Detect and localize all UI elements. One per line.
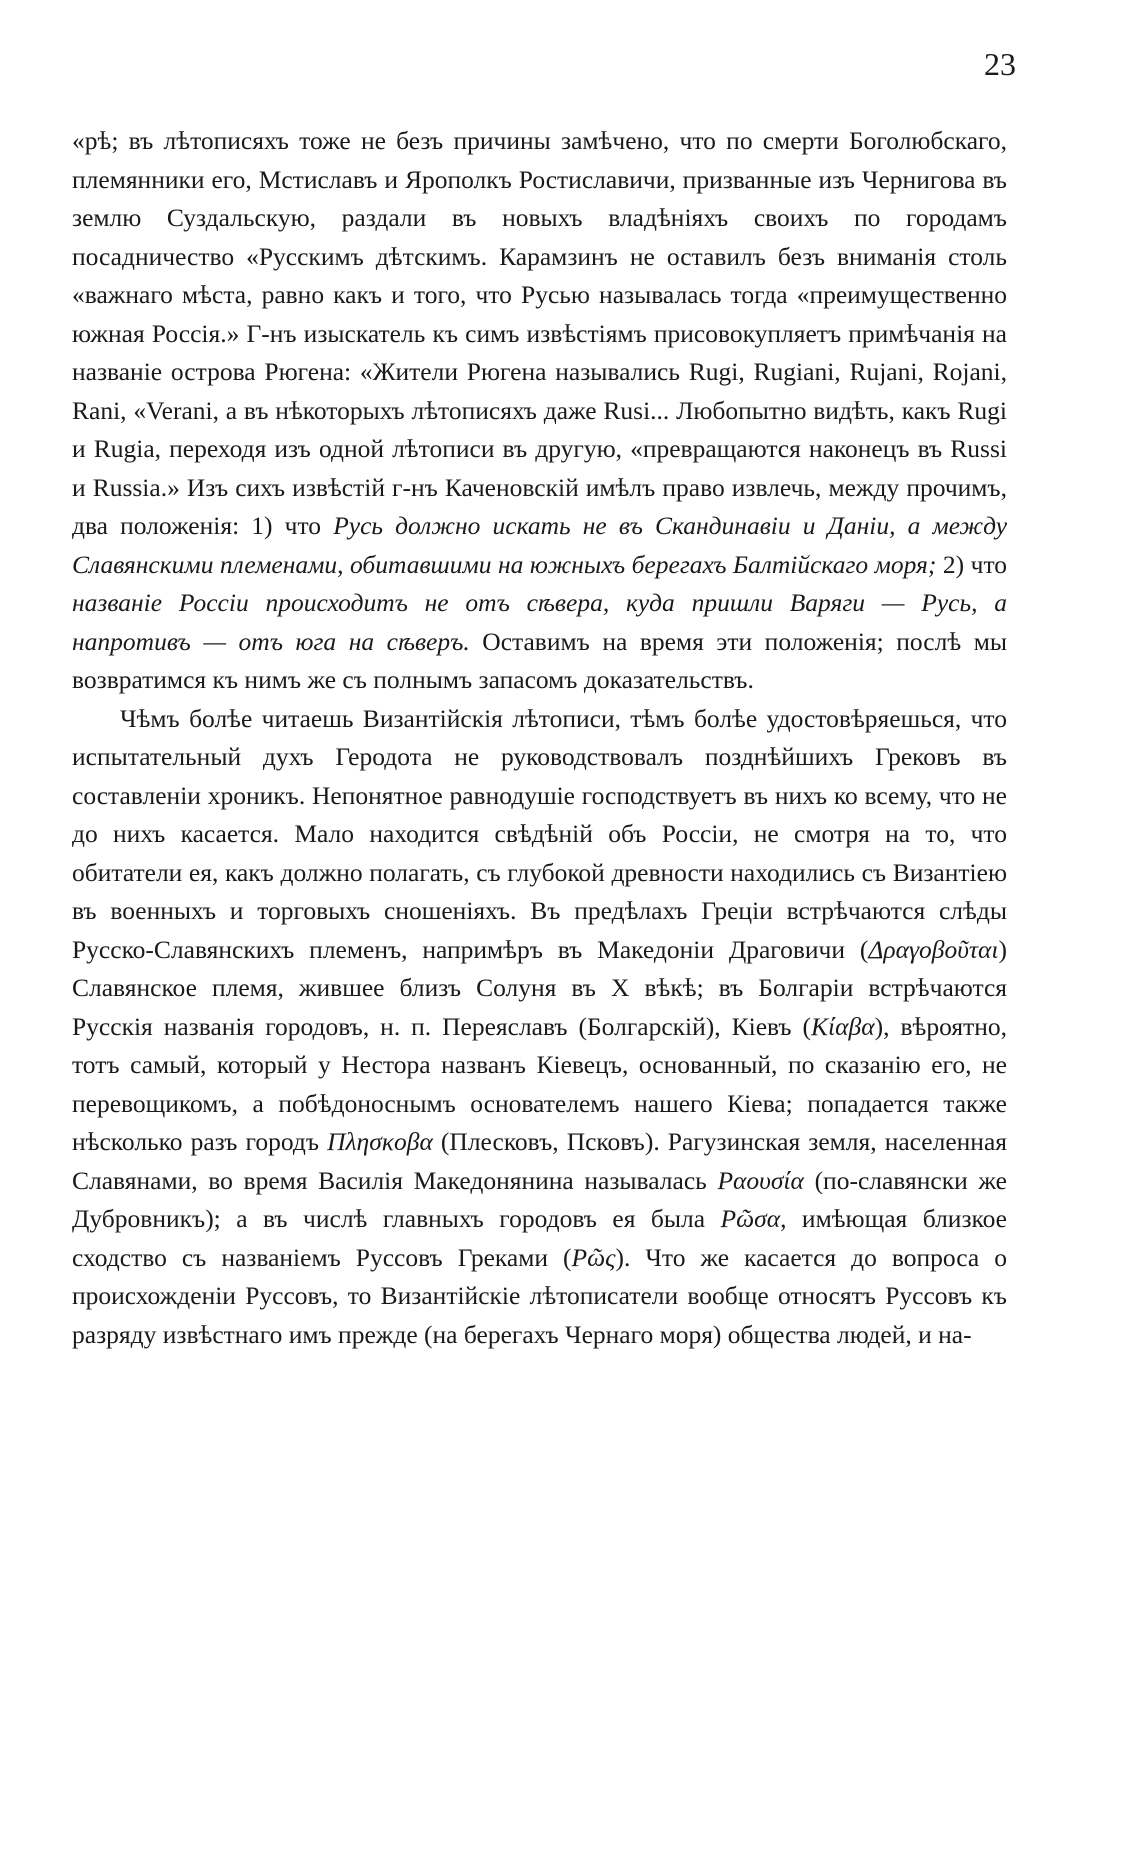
page-number: 23 bbox=[984, 46, 1016, 82]
greek-kiava: Κίαβα bbox=[811, 1011, 875, 1041]
body-text-3: ), вѣроятно, тотъ самый, который у Нестора названъ Кіевецъ, основанный, по сказанію его, не перевощикомъ, а побѣдоноснымъ основателемъ нашего Кіева; попадается также нѣсколько разъ городъ bbox=[72, 1011, 1007, 1156]
quote-text-3: Оставимъ на время эти положенія; послѣ мы возвратимся къ нимъ же съ полнымъ запасомъ доказательствъ. bbox=[72, 626, 1007, 694]
paragraph-byzantine: Чѣмъ болѣе читаешь Византійскія лѣтописи, тѣмъ болѣе удостовѣряешься, что испытательный духъ Геродота не руководствовалъ позднѣйшихъ Грековъ въ составленіи хроникъ. Непонятное равнодушіе господствуетъ въ нихъ ко всему, что не до нихъ касается. Мало находится свѣдѣній объ Россіи, не смотря на то, что обитатели ея, какъ должно полагать, съ глубокой древности находились съ Византіею въ военныхъ и торговыхъ сношеніяхъ. Въ предѣлахъ Греціи встрѣчаются слѣды Русско-Славянскихъ племенъ, напримѣръ въ Македоніи Драговичи (Δραγοβοῦται) Славянское племя, жившее близъ Солуня въ X вѣкѣ; въ Болгаріи встрѣчаются Русскія названія городовъ, н. п. Переяславъ (Болгарскій), Кіевъ (Κίαβα), вѣроятно, тотъ самый, который у Нестора названъ Кіевецъ, основанный, по сказанію его, не перевощикомъ, а побѣдоноснымъ основателемъ нашего Кіева; попадается также нѣсколько разъ городъ Πλησκοβα (Плесковъ, Псковъ). Рагузинская земля, населенная Славянами, во время Василія Македонянина называлась Ραουσία (по-славянски же Дубровникъ); а въ числѣ главныхъ городовъ ея была Ρῶσα, имѣющая близкое сходство съ названіемъ Руссовъ Греками (Ρῶς). Что же касается до вопроса о происхожденіи Руссовъ, то Византійскіе лѣтописатели вообще относятъ Руссовъ къ разряду извѣстнаго имъ прежде (на берегахъ Чернаго моря) общества людей, и на- bbox=[72, 703, 1008, 1349]
paragraph-quotation bbox=[72, 122, 1007, 700]
body-text-5: (по-славянски же Дубровникъ); а въ числѣ главныхъ городовъ ея была bbox=[72, 1165, 1007, 1233]
greek-rosa: Ρῶσα bbox=[720, 1204, 781, 1233]
page-body bbox=[72, 122, 1007, 1354]
proposition-2: названіе Россіи происходитъ не отъ сѣвера, куда пришли Варяги — Русь, а напротивъ — отъ юга на сѣверъ. bbox=[72, 588, 1007, 656]
body-text-7: ). Что же касается до вопроса о происхожденіи Руссовъ, то Византійскіе лѣтописатели вообще относятъ Руссовъ къ разряду извѣстнаго имъ прежде (на берегахъ Чернаго моря) общества людей, и на- bbox=[72, 1242, 1007, 1349]
greek-pleskova: Πλησκοβα bbox=[327, 1127, 433, 1156]
quote-text-2: 2) что bbox=[942, 549, 1007, 579]
body-text-6: , имѣющая близкое сходство съ названіемъ Руссовъ Греками ( bbox=[72, 1204, 1008, 1272]
quote-text-1: «рѣ; въ лѣтописяхъ тоже не безъ причины замѣчено, что по смерти Боголюбскаго, племянники его, Мстиславъ и Ярополкъ Ростиславичи, призванные изъ Чернигова въ землю Суздальскую, раздали въ новыхъ владѣніяхъ своихъ по городамъ посадничество «Русскимъ дѣтскимъ. Карамзинъ не оставилъ безъ вниманія столь «важнаго мѣста, равно какъ и того, что Русью называлась тогда «преимущественно южная Россія.» Г-нъ изыскатель къ симъ извѣстіямъ присовокупляетъ примѣчанія на названіе острова Рюгена: «Жители Рюгена назывались Rugi, Rugiani, Rujani, Rojani, Rani, «Verani, а въ нѣкоторыхъ лѣтописяхъ даже Rusi... Любопытно видѣть, какъ Rugi и Rugia, переходя изъ одной лѣтописи въ другую, «превращаются наконецъ въ Russi и Russia.» Изъ сихъ извѣстій г-нъ Каченовскій имѣлъ право извлечь, между прочимъ, два положенія: 1) что bbox=[72, 126, 1007, 540]
body-text-2: ) Славянское племя, жившее близъ Солуня въ X вѣкѣ; въ Болгаріи встрѣчаются Русскія названія городовъ, н. п. Переяславъ (Болгарскій), Кіевъ ( bbox=[72, 934, 1007, 1041]
greek-ros: Ρῶς bbox=[571, 1242, 616, 1272]
body-text-1: Чѣмъ болѣе читаешь Византійскія лѣтописи, тѣмъ болѣе удостовѣряешься, что испытательный духъ Геродота не руководствовалъ позднѣйшихъ Грековъ въ составленіи хроникъ. Непонятное равнодушіе господствуетъ въ нихъ ко всему, что не до нихъ касается. Мало находится свѣдѣній объ Россіи, не смотря на то, что обитатели ея, какъ должно полагать, съ глубокой древности находились съ Византіею въ военныхъ и торговыхъ сношеніяхъ. Въ предѣлахъ Греціи встрѣчаются слѣды Русско-Славянскихъ племенъ, напримѣръ въ Македоніи Драговичи bbox=[72, 703, 1007, 964]
greek-raousia: Ραουσία bbox=[717, 1165, 804, 1195]
proposition-1: Русь должно искать не въ Скандинавіи и Даніи, а между Славянскими племенами, обитавшими на южныхъ берегахъ Балтійскаго моря; bbox=[72, 511, 1008, 579]
greek-dragovichi: Δραγοβοῦται bbox=[868, 934, 999, 964]
body-text-4: (Плесковъ, Псковъ). Рагузинская земля, населенная Славянами, во время Василія Македонянина называлась bbox=[72, 1127, 1007, 1195]
